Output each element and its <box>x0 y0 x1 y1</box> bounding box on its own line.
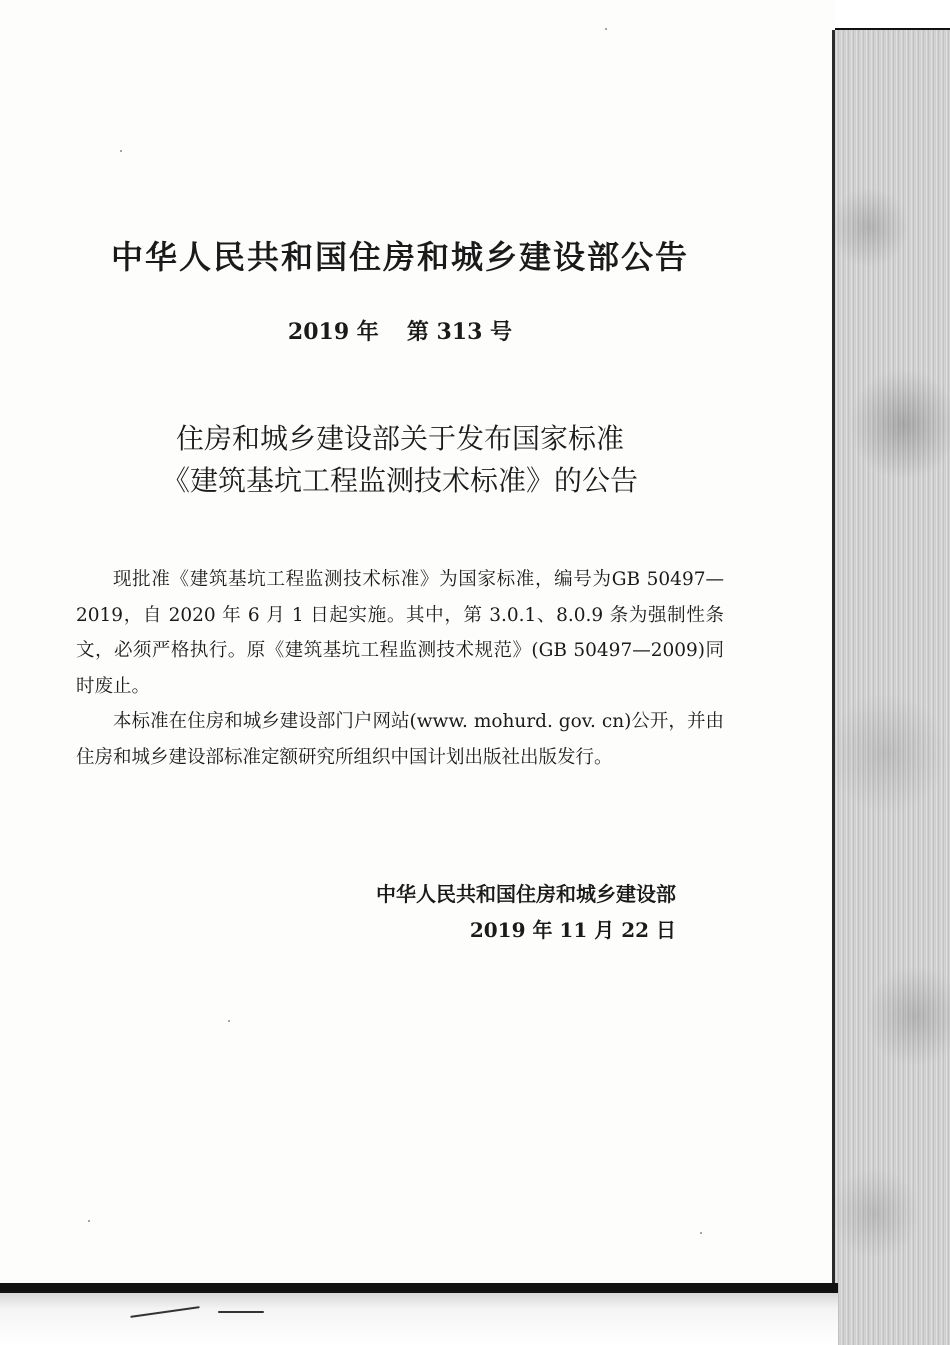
subject-line-1: 住房和城乡建设部关于发布国家标准 <box>175 422 624 455</box>
scanned-page-edge <box>835 30 950 1345</box>
announcement-issue-number: 第 313 号 <box>406 319 513 345</box>
scan-mark <box>218 1311 264 1313</box>
announcement-year: 2019 年 <box>287 319 379 345</box>
issuer-name: 中华人民共和国住房和城乡建设部 <box>376 882 676 906</box>
announcement-number <box>0 315 800 346</box>
announcement-subject <box>0 418 800 502</box>
announcement-body <box>76 562 724 775</box>
page-bottom-border <box>0 1283 838 1293</box>
subject-line-2: 《建筑基坑工程监测技术标准》的公告 <box>161 464 638 497</box>
announcement-title: 中华人民共和国住房和城乡建设部公告 <box>110 238 689 276</box>
scan-speck <box>700 1232 702 1234</box>
scanned-bottom-edge <box>0 1293 838 1345</box>
signature-block <box>0 876 676 948</box>
scan-speck <box>120 150 122 152</box>
scan-speck <box>605 28 607 30</box>
scan-speck <box>228 1020 230 1022</box>
scan-mark <box>130 1306 200 1318</box>
body-paragraph-2: 本标准在住房和城乡建设部门户网站(www. mohurd. gov. cn)公开，并由住房和城乡建设部标准定额研究所组织中国计划出版社出版发行。 <box>76 711 724 768</box>
scan-speck <box>88 1220 90 1222</box>
body-paragraph-1: 现批准《建筑基坑工程监测技术标准》为国家标准，编号为GB 50497—2019，自 2020 年 6 月 1 日起实施。其中，第 3.0.1、8.0.9 条为强制性条文，必须严格执行。原《建筑基坑工程监测技术规范》(GB 50497—2009)同时废止。 <box>76 569 724 697</box>
issue-date: 2019 年 11 月 22 日 <box>469 918 676 942</box>
